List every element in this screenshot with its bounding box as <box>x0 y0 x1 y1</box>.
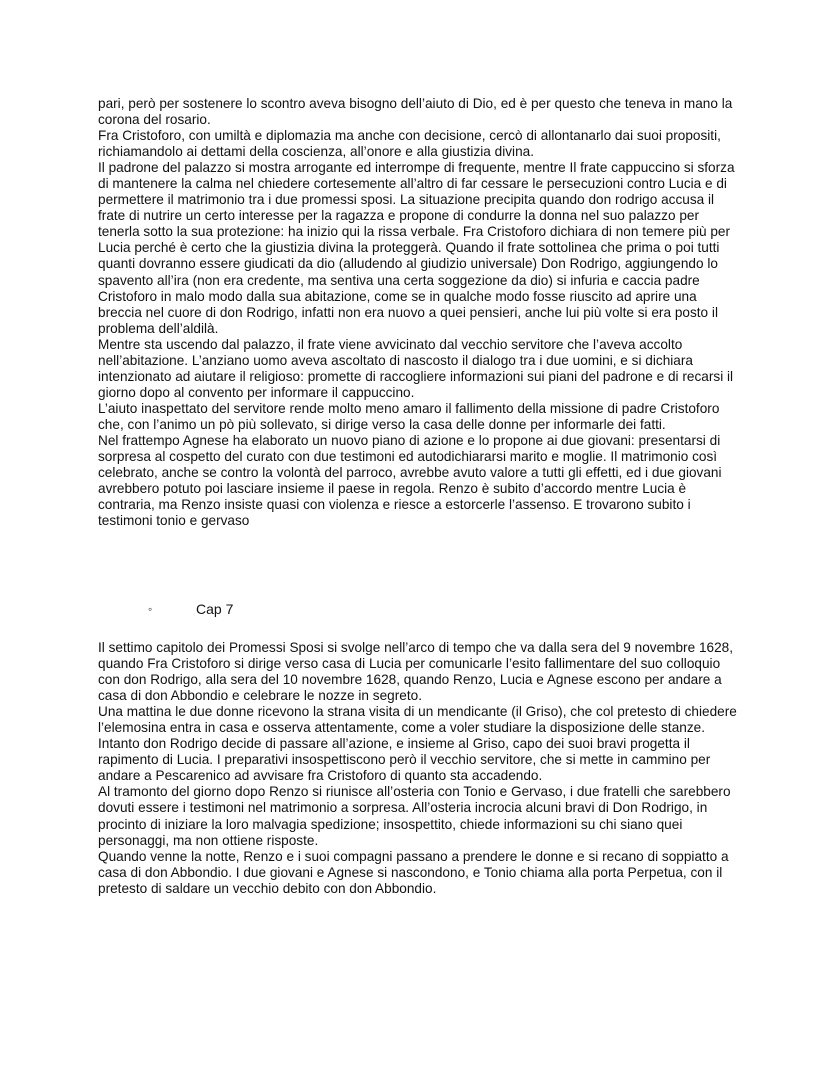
paragraph: Mentre sta uscendo dal palazzo, il frate viene avvicinato dal vecchio servitore che l’aveva accolto nell’abitazione. L’anziano uomo aveva ascoltato di nascosto il dialogo tra i due uomini, e si dichiara intenzionato ad aiutare il religioso: promette di raccogliere informazioni sui piani del padrone e di recarsi il giorno dopo al convento per informare il cappuccino. <box>98 336 734 400</box>
paragraph: Il padrone del palazzo si mostra arrogante ed interrompe di frequente, mentre Il frate cappuccino si sforza di mantenere la calma nel chiedere cortesemente all’altro di far cessare le persecuzioni contro Lucia e di permettere il matrimonio tra i due promessi sposi. La situazione precipita quando don rodrigo accusa il frate di nutrire un certo interesse per la ragazza e propone di condurre la donna nel suo palazzo per tenerla sotto la sua protezione: ha inizio qui la rissa verbale. Fra Cristoforo dichiara di non temere più per Lucia perché è certo che la giustizia divina la proteggerà. Quando il frate sottolinea che prima o poi tutti quanti dovranno essere giudicati da dio (alludendo al giudizio universale) Don Rodrigo, aggiungendo lo spavento all’ira (non era credente, ma sentiva una certa soggezione da dio) si infuria e caccia padre Cristoforo in malo modo dalla sua abitazione, come se in qualche modo fosse riuscito ad aprire una breccia nel cuore di don Rodrigo, infatti non era nuovo a quei pensieri, anche lui più volte si era posto il problema dell’aldilà. <box>98 160 735 336</box>
summary-section-cap6 <box>98 96 738 529</box>
paragraph: L’aiuto inaspettato del servitore rende molto meno amaro il fallimento della missione di padre Cristoforo che, con l’animo un pò più sollevato, si dirige verso la casa delle donne per informarle dei fatti. <box>98 400 720 432</box>
paragraph: Una mattina le due donne ricevono la strana visita di un mendicante (il Griso), che col pretesto di chiedere l’elemosina entra in casa e osserva attentamente, come a voler studiare la disposizione delle stanze. <box>98 704 737 736</box>
paragraph: Nel frattempo Agnese ha elaborato un nuovo piano di azione e lo propone ai due giovani: presentarsi di sorpresa al cospetto del curato con due testimoni ed autodichiararsi marito e moglie. Il matrimonio così celebrato, anche se contro la volontà del parroco, avrebbe avuto valore a tutti gli effetti, ed i due giovani avrebbero potuto poi lasciare insieme il paese in regola. Renzo è subito d’accordo mentre Lucia è contraria, ma Renzo insiste quasi con violenza e riesce a estorcerle l’assenso. E trovarono subito i testimoni tonio e gervaso <box>98 432 722 529</box>
hollow-bullet-icon: ◦ <box>148 602 153 616</box>
paragraph: Il settimo capitolo dei Promessi Sposi si svolge nell’arco di tempo che va dalla sera del 9 novembre 1628, quando Fra Cristoforo si dirige verso casa di Lucia per comunicarle l’esito fallimentare del suo colloquio con don Rodrigo, alla sera del 10 novembre 1628, quando Renzo, Lucia e Agnese escono per andare a casa di don Abbondio e celebrare le nozze in segreto. <box>98 640 734 704</box>
summary-section-cap7 <box>98 640 738 897</box>
paragraph: Fra Cristoforo, con umiltà e diplomazia ma anche con decisione, cercò di allontanarlo dai suoi propositi, richiamandolo ai dettami della coscienza, all’onore e alla giustizia divina. <box>98 128 721 160</box>
paragraph: Quando venne la notte, Renzo e i suoi compagni passano a prendere le donne e si recano di soppiatto a casa di don Abbondio. I due giovani e Agnese si nascondono, e Tonio chiama alla porta Perpetua, con il pretesto di saldare un vecchio debito con don Abbondio. <box>98 848 729 896</box>
chapter-title: Cap 7 <box>196 601 234 617</box>
paragraph: Al tramonto del giorno dopo Renzo si riunisce all’osteria con Tonio e Gervaso, i due fratelli che sarebbero dovuti essere i testimoni nel matrimonio a sorpresa. All’osteria incrocia alcuni bravi di Don Rodrigo, in procinto di iniziare la loro malvagia spedizione; insospettito, chiede informazioni su chi siano quei personaggi, ma non ottiene risposte. <box>98 784 731 848</box>
paragraph: Intanto don Rodrigo decide di passare all’azione, e insieme al Griso, capo dei suoi bravi progetta il rapimento di Lucia. I preparativi insospettiscono però il vecchio servitore, che si mette in cammino per andare a Pescarenico ad avvisare fra Cristoforo di quanto sta accadendo. <box>98 736 711 784</box>
paragraph: pari, però per sostenere lo scontro aveva bisogno dell’aiuto di Dio, ed è per questo che teneva in mano la corona del rosario. <box>98 96 733 128</box>
